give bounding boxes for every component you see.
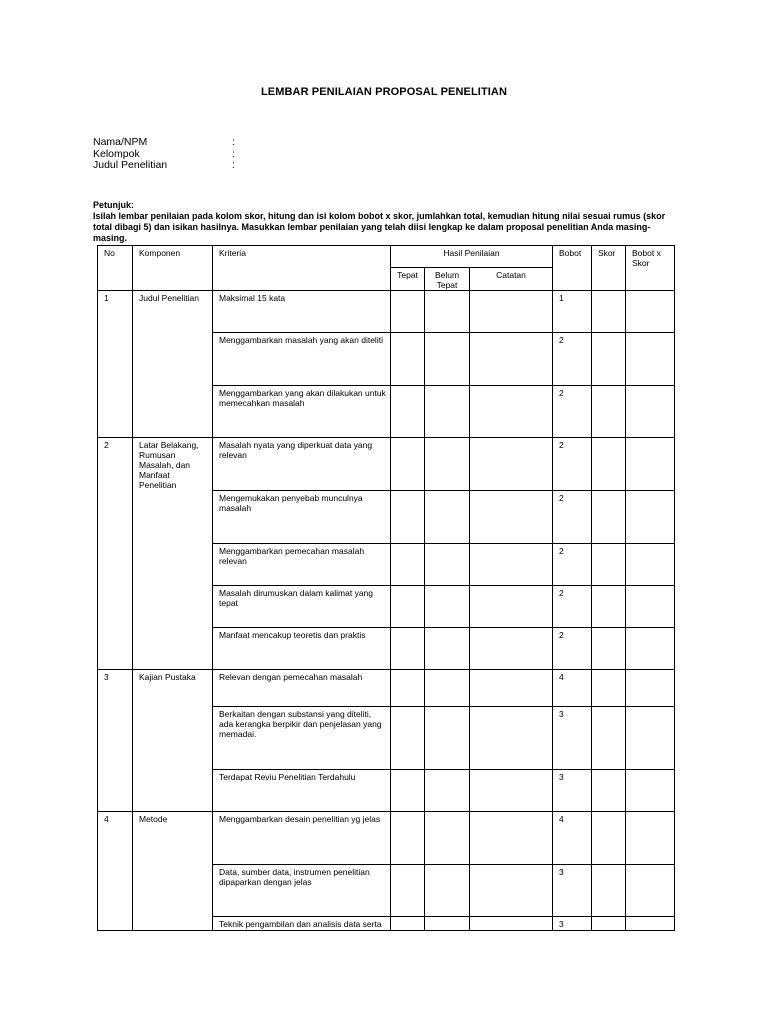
field-separator: : (232, 147, 235, 160)
cell-catatan[interactable] (470, 628, 553, 670)
cell-tepat[interactable] (391, 865, 425, 917)
cell-bobot-x-skor[interactable] (626, 865, 675, 917)
cell-skor[interactable] (592, 865, 626, 917)
cell-bobot: 3 (553, 865, 592, 917)
cell-skor[interactable] (592, 386, 626, 438)
cell-catatan[interactable] (470, 917, 553, 931)
cell-belum-tepat[interactable] (425, 333, 470, 386)
header-skor: Skor (592, 246, 626, 291)
cell-tepat[interactable] (391, 438, 425, 491)
field-label: Kelompok (93, 147, 140, 160)
cell-skor[interactable] (592, 917, 626, 931)
field-label: Nama/NPM (93, 136, 148, 148)
cell-kriteria: Teknik pengambilan dan analisis data serta (213, 917, 391, 931)
cell-belum-tepat[interactable] (425, 707, 470, 770)
cell-belum-tepat[interactable] (425, 544, 470, 586)
cell-bobot: 2 (553, 491, 592, 544)
cell-bobot: 2 (553, 628, 592, 670)
identity-fields (93, 137, 293, 172)
cell-no: 3 (98, 670, 133, 812)
cell-kriteria: Menggambarkan masalah yang akan diteliti (213, 333, 391, 386)
cell-catatan[interactable] (470, 491, 553, 544)
cell-bobot-x-skor[interactable] (626, 544, 675, 586)
cell-bobot-x-skor[interactable] (626, 333, 675, 386)
cell-kriteria: Berkaitan dengan substansi yang diteliti, ada kerangka berpikir dan penjelasan yang memadai. (213, 707, 391, 770)
cell-catatan[interactable] (470, 707, 553, 770)
cell-komponen: Latar Belakang, Rumusan Masalah, dan Manfaat Penelitian (133, 438, 213, 670)
cell-bobot: 2 (553, 386, 592, 438)
cell-kriteria: Masalah dirumuskan dalam kalimat yang tepat (213, 586, 391, 628)
cell-catatan[interactable] (470, 812, 553, 865)
cell-kriteria: Masalah nyata yang diperkuat data yang relevan (213, 438, 391, 491)
table-row (98, 812, 675, 865)
table-header (98, 246, 675, 291)
cell-bobot-x-skor[interactable] (626, 291, 675, 333)
header-kriteria: Kriteria (213, 246, 391, 291)
cell-skor[interactable] (592, 544, 626, 586)
field-judul-penelitian (93, 160, 293, 172)
cell-skor[interactable] (592, 812, 626, 865)
cell-no: 4 (98, 812, 133, 931)
cell-belum-tepat[interactable] (425, 586, 470, 628)
cell-belum-tepat[interactable] (425, 917, 470, 931)
cell-no: 2 (98, 438, 133, 670)
cell-kriteria: Manfaat mencakup teoretis dan praktis (213, 628, 391, 670)
header-bobot-x-skor: Bobot x Skor (626, 246, 675, 291)
cell-catatan[interactable] (470, 386, 553, 438)
cell-bobot-x-skor[interactable] (626, 670, 675, 707)
cell-kriteria: Data, sumber data, instrumen penelitian dipaparkan dengan jelas (213, 865, 391, 917)
table-row (98, 670, 675, 707)
cell-bobot: 2 (553, 438, 592, 491)
cell-skor[interactable] (592, 491, 626, 544)
cell-belum-tepat[interactable] (425, 628, 470, 670)
cell-bobot-x-skor[interactable] (626, 491, 675, 544)
header-komponen: Komponen (133, 246, 213, 291)
assessment-table (97, 245, 675, 931)
cell-belum-tepat[interactable] (425, 812, 470, 865)
cell-skor[interactable] (592, 770, 626, 812)
cell-bobot-x-skor[interactable] (626, 770, 675, 812)
cell-kriteria: Terdapat Reviu Penelitian Terdahulu (213, 770, 391, 812)
cell-kriteria: Menggambarkan desain penelitian yg jelas (213, 812, 391, 865)
cell-tepat[interactable] (391, 812, 425, 865)
cell-catatan[interactable] (470, 770, 553, 812)
header-hasil-penilaian: Hasil Penilaian (391, 246, 553, 268)
cell-skor[interactable] (592, 586, 626, 628)
table-body (98, 291, 675, 931)
cell-komponen: Judul Penelitian (133, 291, 213, 438)
cell-catatan[interactable] (470, 865, 553, 917)
header-catatan: Catatan (470, 268, 553, 291)
cell-no: 1 (98, 291, 133, 438)
cell-belum-tepat[interactable] (425, 491, 470, 544)
cell-belum-tepat[interactable] (425, 770, 470, 812)
cell-tepat[interactable] (391, 544, 425, 586)
cell-bobot: 3 (553, 917, 592, 931)
cell-bobot: 4 (553, 670, 592, 707)
cell-bobot-x-skor[interactable] (626, 628, 675, 670)
instructions-text: Isilah lembar penilaian pada kolom skor, hitung dan isi kolom bobot x skor, jumlahkan total, kemudian hitung nilai sesuai rumus (skor total dibagi 5) dan isikan hasilnya. Masukkan lembar penilaian yang telah diisi lengkap ke dalam proposal penelitian Anda masing-masing. (93, 211, 666, 243)
cell-tepat[interactable] (391, 628, 425, 670)
instructions-heading: Petunjuk: (93, 200, 135, 210)
cell-catatan[interactable] (470, 333, 553, 386)
cell-bobot-x-skor[interactable] (626, 707, 675, 770)
cell-tepat[interactable] (391, 670, 425, 707)
cell-bobot: 1 (553, 291, 592, 333)
table-row (98, 291, 675, 333)
table-row (98, 438, 675, 491)
cell-bobot-x-skor[interactable] (626, 586, 675, 628)
cell-skor[interactable] (592, 670, 626, 707)
cell-catatan[interactable] (470, 291, 553, 333)
cell-kriteria: Maksimal 15 kata (213, 291, 391, 333)
cell-bobot-x-skor[interactable] (626, 812, 675, 865)
cell-catatan[interactable] (470, 438, 553, 491)
header-bobot: Bobot (553, 246, 592, 291)
cell-catatan[interactable] (470, 670, 553, 707)
cell-tepat[interactable] (391, 707, 425, 770)
cell-bobot: 3 (553, 707, 592, 770)
cell-catatan[interactable] (470, 586, 553, 628)
cell-bobot: 2 (553, 544, 592, 586)
cell-skor[interactable] (592, 291, 626, 333)
cell-kriteria: Menggambarkan yang akan dilakukan untuk memecahkan masalah (213, 386, 391, 438)
cell-bobot-x-skor[interactable] (626, 386, 675, 438)
field-label: Judul Penelitian (93, 159, 168, 171)
cell-tepat[interactable] (391, 770, 425, 812)
cell-kriteria: Relevan dengan pemecahan masalah (213, 670, 391, 707)
cell-kriteria: Mengemukakan penyebab munculnya masalah (213, 491, 391, 544)
cell-belum-tepat[interactable] (425, 291, 470, 333)
cell-skor[interactable] (592, 438, 626, 491)
cell-tepat[interactable] (391, 917, 425, 931)
field-separator: : (232, 159, 235, 171)
cell-bobot: 2 (553, 333, 592, 386)
cell-belum-tepat[interactable] (425, 670, 470, 707)
cell-tepat[interactable] (391, 586, 425, 628)
cell-bobot-x-skor[interactable] (626, 917, 675, 931)
instructions (93, 200, 673, 244)
cell-bobot: 3 (553, 770, 592, 812)
header-belum-tepat: Belum Tepat (425, 268, 470, 291)
cell-komponen: Kajian Pustaka (133, 670, 213, 812)
cell-tepat[interactable] (391, 291, 425, 333)
cell-catatan[interactable] (470, 544, 553, 586)
cell-belum-tepat[interactable] (425, 865, 470, 917)
cell-belum-tepat[interactable] (425, 438, 470, 491)
cell-skor[interactable] (592, 707, 626, 770)
cell-bobot: 2 (553, 586, 592, 628)
cell-skor[interactable] (592, 628, 626, 670)
field-separator: : (232, 136, 235, 148)
header-no: No (98, 246, 133, 291)
cell-tepat[interactable] (391, 386, 425, 438)
cell-belum-tepat[interactable] (425, 386, 470, 438)
cell-tepat[interactable] (391, 491, 425, 544)
cell-kriteria: Menggambarkan pemecahan masalah relevan (213, 544, 391, 586)
cell-tepat[interactable] (391, 333, 425, 386)
page-title: LEMBAR PENILAIAN PROPOSAL PENELITIAN (260, 86, 508, 98)
cell-bobot: 4 (553, 812, 592, 865)
cell-komponen: Metode (133, 812, 213, 931)
cell-bobot-x-skor[interactable] (626, 438, 675, 491)
cell-skor[interactable] (592, 333, 626, 386)
header-tepat: Tepat (391, 268, 425, 291)
